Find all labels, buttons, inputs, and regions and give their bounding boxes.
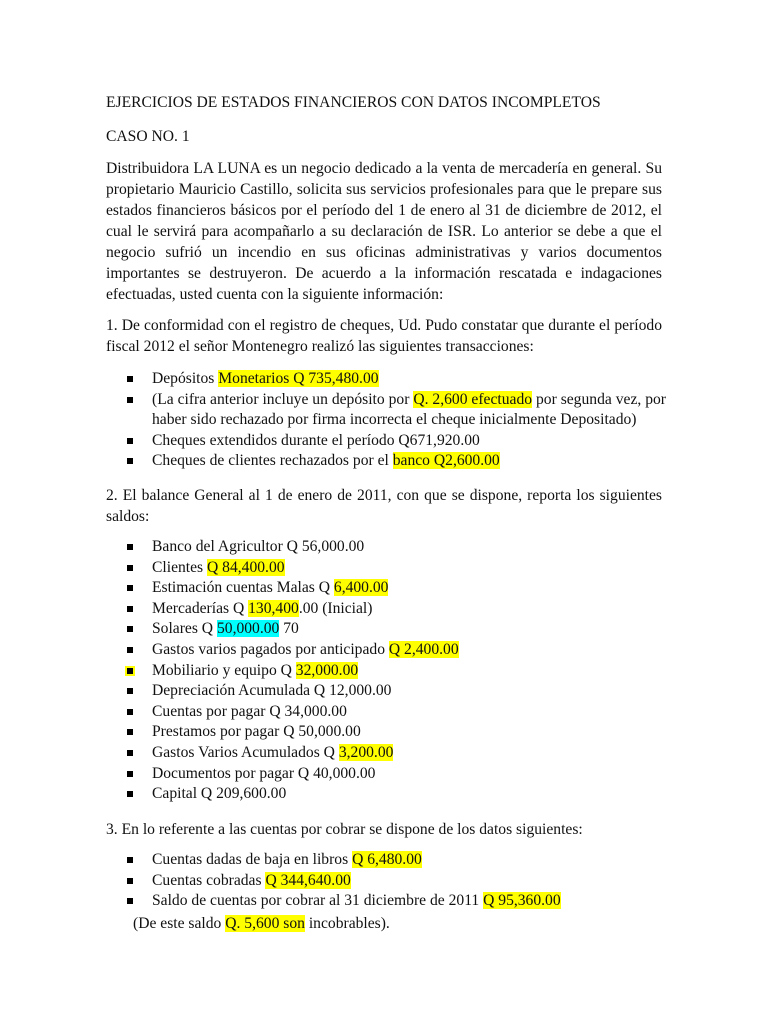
section-1-list [126, 369, 666, 472]
bullet-icon [127, 668, 133, 674]
section-3-heading: 3. En lo referente a las cuentas por cobrar se dispone de los datos siguientes: [106, 821, 583, 838]
document-title: EJERCICIOS DE ESTADOS FINANCIEROS CON DATOS INCOMPLETOS [106, 94, 601, 111]
bullet-icon [127, 857, 133, 863]
bullet-icon [127, 878, 133, 884]
list-item: Solares Q 50,000.00 70 [126, 619, 666, 640]
bullet-icon [127, 458, 133, 464]
list-item: Banco del Agricultor Q 56,000.00 [126, 537, 666, 558]
list-item: Estimación cuentas Malas Q 6,400.00 [126, 578, 666, 599]
list-item: Depreciación Acumulada Q 12,000.00 [126, 681, 666, 702]
intro-paragraph: Distribuidora LA LUNA es un negocio dedicado a la venta de mercadería en general. Su propietario Mauricio Castillo, solicita sus servicios profesionales para que le prepare sus estados financieros básicos por el período del 1 de enero al 31 de diciembre de 2012, el cual le servirá para acompañarlo a su declaración de ISR. Lo anterior se debe a que el negocio sufrió un incendio en sus oficinas administrativas y varios documentos importantes se destruyeron. De acuerdo a la información rescatada e indagaciones efectuadas, usted cuenta con la siguiente información: [106, 160, 662, 303]
list-item: Mobiliario y equipo Q 32,000.00 [126, 661, 666, 682]
bullet-icon [127, 606, 133, 612]
bullet-icon [127, 376, 133, 382]
section-3-note: (De este saldo Q. 5,600 son incobrables). [133, 915, 390, 932]
list-item: Cuentas por pagar Q 34,000.00 [126, 702, 666, 723]
list-item: Gastos varios pagados por anticipado Q 2,400.00 [126, 640, 666, 661]
bullet-icon [127, 791, 133, 797]
bullet-icon [127, 544, 133, 550]
bullet-icon [127, 729, 133, 735]
bullet-icon [127, 438, 133, 444]
bullet-icon [127, 898, 133, 904]
bullet-icon [127, 585, 133, 591]
case-number: CASO NO. 1 [106, 128, 190, 145]
bullet-icon [127, 688, 133, 694]
bullet-icon [127, 626, 133, 632]
bullet-icon [127, 709, 133, 715]
bullet-icon [127, 750, 133, 756]
list-item: Capital Q 209,600.00 [126, 784, 666, 805]
section-2-list [126, 537, 666, 805]
section-2-heading: 2. El balance General al 1 de enero de 2011, con que se dispone, reporta los siguientes saldos: [106, 487, 662, 525]
list-item: Clientes Q 84,400.00 [126, 558, 666, 579]
list-item: (La cifra anterior incluye un depósito por Q. 2,600 efectuado por segunda vez, por haber sido rechazado por firma incorrecta el cheque inicialmente Depositado) [126, 390, 666, 431]
list-item: Cuentas dadas de baja en libros Q 6,480.00 [126, 850, 666, 871]
section-1-heading: 1. De conformidad con el registro de cheques, Ud. Pudo constatar que durante el período fiscal 2012 el señor Montenegro realizó las siguientes transacciones: [106, 317, 662, 355]
list-item: Documentos por pagar Q 40,000.00 [126, 764, 666, 785]
list-item: Cheques extendidos durante el período Q671,920.00 [126, 431, 666, 452]
bullet-icon [127, 397, 133, 403]
list-item: Gastos Varios Acumulados Q 3,200.00 [126, 743, 666, 764]
bullet-icon [127, 565, 133, 571]
bullet-icon [127, 647, 133, 653]
list-item: Mercaderías Q 130,400.00 (Inicial) [126, 599, 666, 620]
list-item: Depósitos Monetarios Q 735,480.00 [126, 369, 666, 390]
list-item: Cuentas cobradas Q 344,640.00 [126, 871, 666, 892]
section-3-list [126, 850, 666, 912]
list-item: Saldo de cuentas por cobrar al 31 diciembre de 2011 Q 95,360.00 [126, 891, 666, 912]
bullet-icon [127, 771, 133, 777]
list-item: Prestamos por pagar Q 50,000.00 [126, 722, 666, 743]
list-item: Cheques de clientes rechazados por el banco Q2,600.00 [126, 451, 666, 472]
